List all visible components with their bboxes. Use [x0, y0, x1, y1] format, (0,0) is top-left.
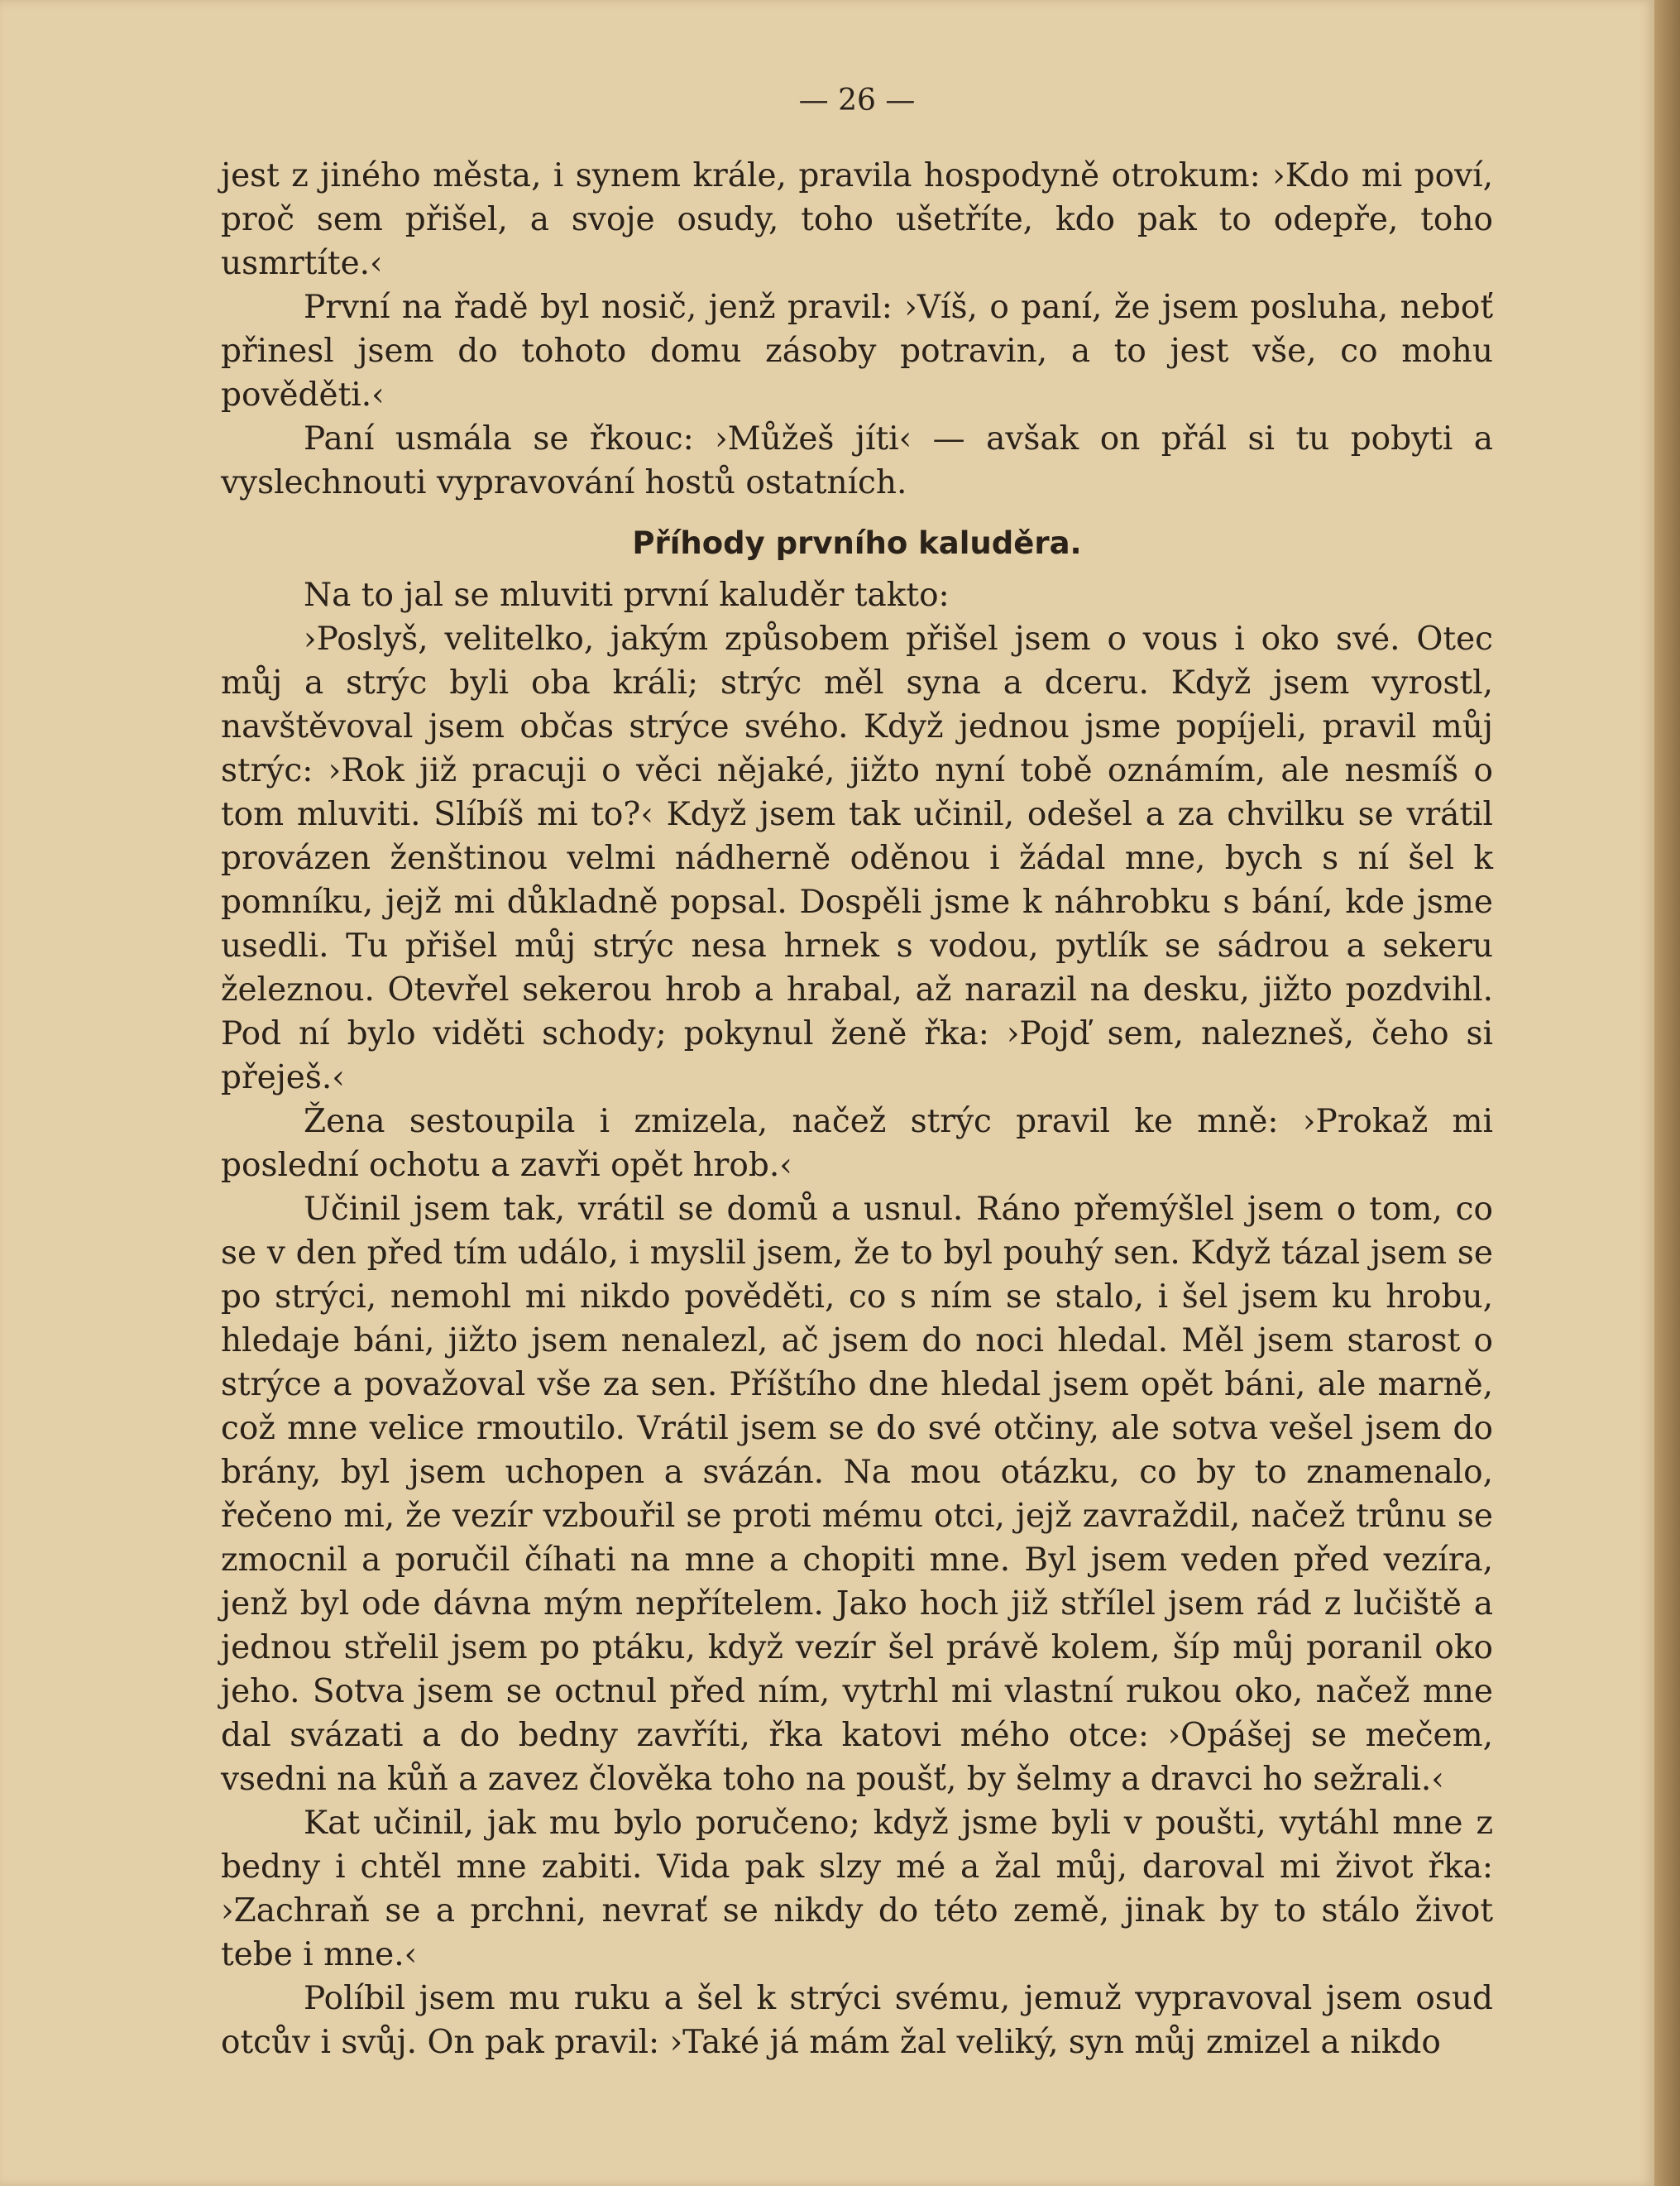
- paragraph: Paní usmála se řkouc: ›Můžeš jíti‹ — avšak on přál si tu pobyti a vyslechnouti vypravování hostů ostatních.: [221, 420, 1493, 501]
- page-text: [221, 79, 1493, 2064]
- page-number: — 26 —: [798, 84, 916, 117]
- paragraph: Políbil jsem mu ruku a šel k strýci svému, jemuž vypravoval jsem osud otcův i svůj. On pak pravil: ›Také já mám žal veliký, syn můj zmizel a nikdo: [221, 1980, 1493, 2061]
- page-edge: [1654, 0, 1680, 2186]
- paragraph: Učinil jsem tak, vrátil se domů a usnul. Ráno přemýšlel jsem o tom, co se v den před tím událo, i myslil jsem, že to byl pouhý sen. Když tázal jsem se po strýci, nemohl mi nikdo pověděti, co s ním se stalo, i šel jsem ku hrobu, hledaje báni, jižto jsem nenalezl, ač jsem do noci hledal. Měl jsem starost o strýce a považoval vše za sen. Příštího dne hledal jsem opět báni, ale marně, což mne velice rmoutilo. Vrátil jsem se do své otčiny, ale sotva vešel jsem do brány, byl jsem uchopen a svázán. Na mou otázku, co by to znamenalo, řečeno mi, že vezír vzbouřil se proti mému otci, jejž zavraždil, načež trůnu se zmocnil a poručil číhati na mne a chopiti mne. Byl jsem veden před vezíra, jenž byl ode dávna mým nepřítelem. Jako hoch již střílel jsem rád z lučiště a jednou střelil jsem po ptáku, když vezír šel právě kolem, šíp můj poranil oko jeho. Sotva jsem se octnul před ním, vytrhl mi vlastní rukou oko, načež mne dal svázati a do bedny zavříti, řka katovi mého otce: ›Opášej se mečem, vsedni na kůň a zavez člověka toho na poušť, by šelmy a dravci ho sežrali.‹: [221, 1191, 1493, 1798]
- paragraph: Žena sestoupila i zmizela, načež strýc pravil ke mně: ›Prokaž mi poslední ochotu a zavři opět hrob.‹: [221, 1103, 1493, 1184]
- paragraph: ›Poslyš, velitelko, jakým způsobem přišel jsem o vous i oko své. Otec můj a strýc byli oba králi; strýc měl syna a dceru. Když jsem vyrostl, navštěvoval jsem občas strýce svého. Když jednou jsme popíjeli, pravil můj strýc: ›Rok již pracuji o věci nějaké, jižto nyní tobě oznámím, ale nesmíš o tom mluviti. Slíbíš mi to?‹ Když jsem tak učinil, odešel a za chvilku se vrátil provázen ženštinou velmi nádherně oděnou i žádal mne, bych s ní šel k pomníku, jejž mi důkladně popsal. Dospěli jsme k náhrobku s bání, kde jsme usedli. Tu přišel můj strýc nesa hrnek s vodou, pytlík se sádrou a sekeru železnou. Otevřel sekerou hrob a hrabal, až narazil na desku, jižto pozdvihl. Pod ní bylo viděti schody; pokynul ženě řka: ›Pojď sem, nalezneš, čeho si přeješ.‹: [221, 621, 1493, 1096]
- paragraph: První na řadě byl nosič, jenž pravil: ›Víš, o paní, že jsem posluha, neboť přinesl jsem do tohoto domu zásoby potravin, a to jest vše, co mohu pověděti.‹: [221, 289, 1493, 414]
- paragraph: Na to jal se mluviti první kaluděr takto:: [304, 577, 950, 614]
- paragraph: Kat učinil, jak mu bylo poručeno; když jsme byli v poušti, vytáhl mne z bedny i chtěl mne zabiti. Vida pak slzy mé a žal můj, daroval mi život řka: ›Zachraň se a prchni, nevrať se nikdy do této země, jinak by to stálo život tebe i mne.‹: [221, 1805, 1493, 1973]
- section-heading: Příhody prvního kaluděra.: [632, 525, 1082, 561]
- paragraph: jest z jiného města, i synem krále, pravila hospodyně otrokum: ›Kdo mi poví, proč sem přišel, a svoje osudy, toho ušetříte, kdo pak to odepře, toho usmrtíte.‹: [221, 157, 1493, 282]
